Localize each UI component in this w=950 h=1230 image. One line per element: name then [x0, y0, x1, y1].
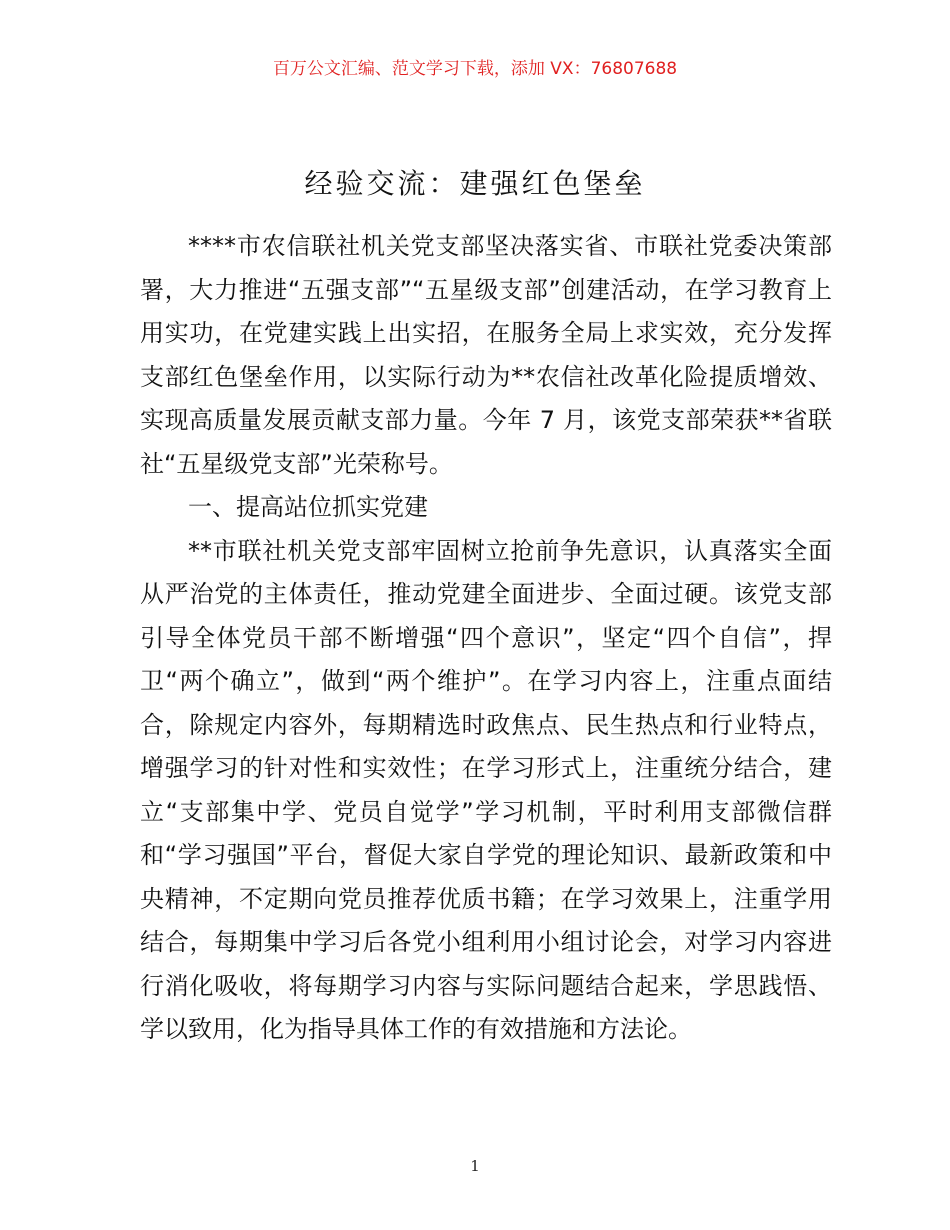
header-banner: 百万公文汇编、范文学习下载，添加 VX：76807688 [272, 59, 678, 79]
section-1-paragraph: **市联社机关党支部牢固树立抢前争先意识，认真落实全面从严治党的主体责任，推动党建全面进步、全面过硬。该党支部引导全体党员干部不断增强“四个意识”，坚定“四个自信”，捍卫“两个确立”，做到“两个维护”。在学习内容上，注重点面结合，除规定内容外，每期精选时政焦点、民生热点和行业特点，增强学习的针对性和实效性；在学习形式上，注重统分结合，建立“支部集中学、党员自觉学”学习机制，平时利用支部微信群和“学习强国”平台，督促大家自学党的理论知识、最新政策和中央精神，不定期向党员推荐优质书籍；在学习效果上，注重学用结合，每期集中学习后各党小组利用小组讨论会，对学习内容进行消化吸收，将每期学习内容与实际问题结合起来，学思践悟、学以致用，化为指导具体工作的有效措施和方法论。 [140, 536, 832, 1043]
document-title: 经验交流：建强红色堡垒 [304, 167, 646, 200]
document-body [140, 225, 832, 1052]
intro-paragraph: ****市农信联社机关党支部坚决落实省、市联社党委决策部署，大力推进“五强支部”“五星级支部”创建活动，在学习教育上用实功，在党建实践上出实招，在服务全局上求实效，充分发挥支部红色堡垒作用，以实际行动为**农信社改革化险提质增效、实现高质量发展贡献支部力量。今年 7 月，该党支部荣获**省联社“五星级党支部”光荣称号。 [140, 232, 832, 478]
page-number: 1 [470, 1157, 480, 1175]
section-heading-1: 一、提高站位抓实党建 [188, 493, 428, 521]
